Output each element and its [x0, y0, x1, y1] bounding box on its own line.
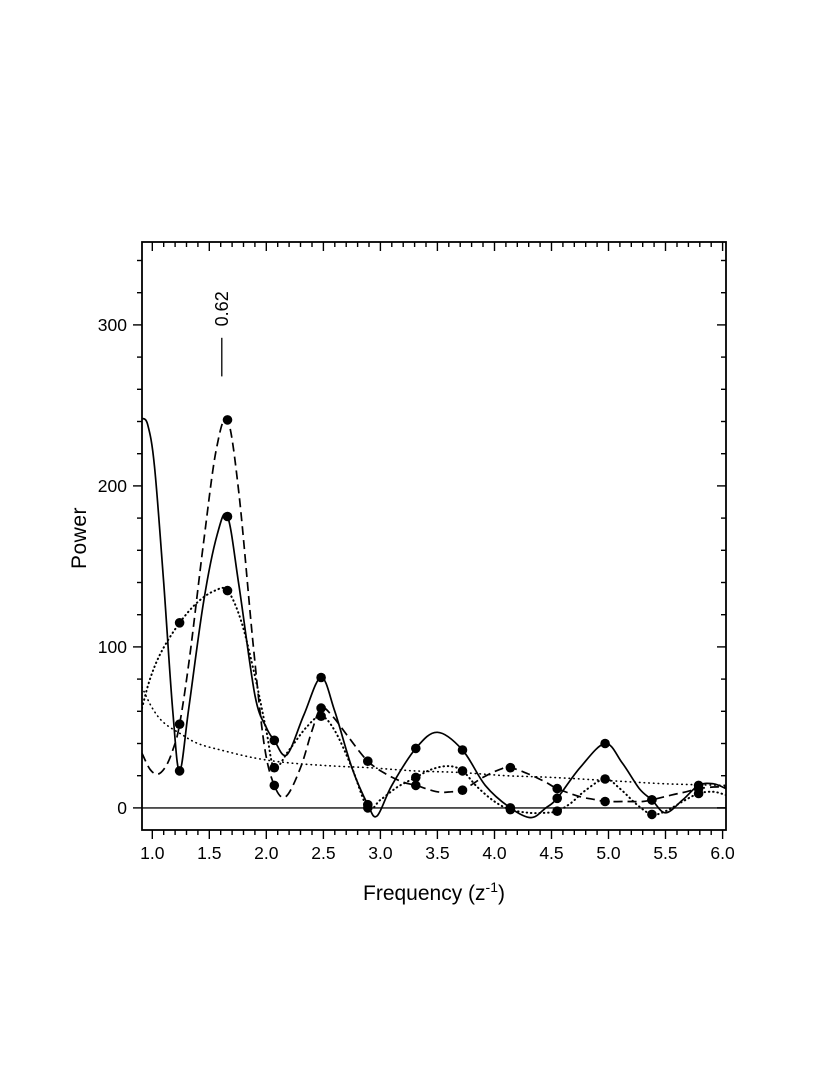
series-solid-marker — [175, 766, 185, 776]
y-tick-label: 200 — [97, 475, 127, 496]
series-dotted-marker — [363, 803, 373, 813]
y-tick-label: 300 — [97, 314, 127, 335]
x-axis-title — [142, 879, 726, 906]
series-solid-curve — [142, 418, 726, 817]
x-tick-label: 5.0 — [596, 843, 621, 863]
series-dotted-marker — [647, 810, 657, 820]
series-solid-marker — [458, 745, 468, 755]
y-tick-label: 100 — [97, 636, 127, 657]
series-solid-marker — [223, 512, 233, 522]
series-dotted-marker — [694, 789, 704, 799]
series-dashed-curve — [142, 418, 726, 801]
peak-annotation-label: 0.62 — [211, 291, 232, 327]
x-tick-label: 2.5 — [311, 843, 336, 863]
x-tick-label: 1.5 — [197, 843, 222, 863]
x-tick-label: 2.0 — [254, 843, 279, 863]
series-solid-marker — [316, 673, 326, 683]
series-dotted-marker — [270, 763, 280, 773]
series-dashed-marker — [647, 795, 657, 805]
x-axis-title-end: ) — [498, 882, 505, 905]
series-envelope-curve — [142, 687, 726, 785]
series-dashed-marker — [270, 781, 280, 791]
x-tick-label: 4.0 — [482, 843, 507, 863]
series-dashed-marker — [458, 785, 468, 795]
series-solid-marker — [600, 739, 610, 749]
y-tick-label: 0 — [117, 797, 127, 818]
series-dashed-marker — [600, 797, 610, 807]
series-dashed-marker — [506, 763, 516, 773]
x-tick-label: 1.0 — [140, 843, 165, 863]
series-dashed-marker — [223, 415, 233, 425]
series-solid-marker — [552, 794, 562, 804]
series-dotted-marker — [223, 586, 233, 596]
x-tick-label: 3.0 — [368, 843, 393, 863]
series-dotted-curve — [142, 588, 726, 815]
series-dotted-marker — [506, 805, 516, 815]
series-dashed-marker — [552, 784, 562, 794]
y-axis-title: Power — [68, 506, 91, 570]
x-tick-label: 5.5 — [653, 843, 678, 863]
x-axis-title-sup: -1 — [485, 879, 498, 895]
plot-frame — [142, 242, 726, 830]
series-dotted-marker — [552, 806, 562, 816]
x-tick-label: 6.0 — [710, 843, 735, 863]
x-axis-title-main: Frequency (z — [363, 882, 486, 905]
x-tick-label: 3.5 — [425, 843, 450, 863]
series-dotted-marker — [411, 773, 421, 783]
series-dotted-marker — [458, 766, 468, 776]
series-dashed-marker — [175, 719, 185, 729]
series-solid-marker — [411, 744, 421, 754]
series-solid-marker — [270, 736, 280, 746]
series-dotted-marker — [600, 774, 610, 784]
series-dotted-marker — [316, 711, 326, 721]
x-tick-label: 4.5 — [539, 843, 564, 863]
series-dotted-marker — [175, 618, 185, 628]
series-dashed-marker — [363, 756, 373, 766]
